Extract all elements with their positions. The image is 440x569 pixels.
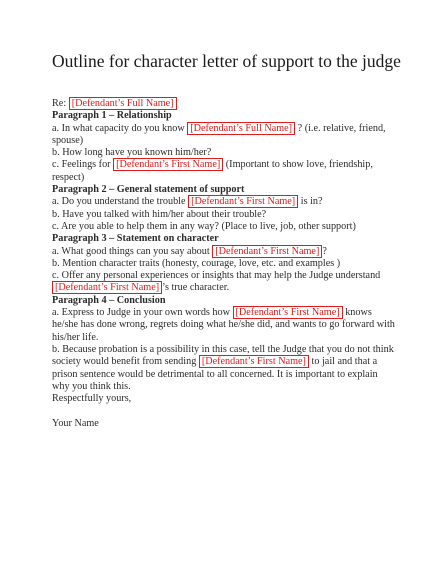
- p1-item-a: [52, 123, 397, 148]
- placeholder-first-name: [Defendant’s First Name]: [52, 281, 162, 294]
- placeholder-first-name: [Defendant’s First Name]: [212, 245, 322, 258]
- placeholder-first-name: [Defendant’s First Name]: [113, 158, 223, 171]
- p1-item-b: b. How long have you known him/her?: [52, 147, 212, 159]
- placeholder-first-name: [Defendant’s First Name]: [233, 306, 343, 319]
- p3-item-b: b. Mention character traits (honesty, courage, love, etc. and examples ): [52, 257, 341, 269]
- p3-a-post: ?: [322, 245, 327, 257]
- p3-a-text: a. What good things can you say about: [52, 245, 213, 257]
- closing: Respectfully yours,: [52, 393, 132, 405]
- placeholder-first-name: [Defendant’s First Name]: [188, 195, 298, 208]
- p3-item-c: [52, 270, 397, 295]
- p1-c-text: c. Feelings for: [52, 159, 114, 171]
- p4-b-post: to jail and that a prison sentence would be detrimental to all concerned. It is important to explain why you think this.: [52, 356, 378, 392]
- p1-c-post: (Important to show love, friendship, respect): [52, 159, 373, 183]
- paragraph-4-heading: Paragraph 4 – Conclusion: [52, 294, 166, 306]
- spacer: [52, 405, 397, 417]
- placeholder-full-name: [Defendant’s Full Name]: [187, 122, 295, 135]
- p2-item-a: [52, 196, 397, 208]
- p3-c-post: ’s true character.: [162, 282, 230, 294]
- paragraph-1-heading: Paragraph 1 – Relationship: [52, 110, 172, 122]
- paragraph-3-heading: Paragraph 3 – Statement on character: [52, 233, 219, 245]
- p2-a-text: a. Do you understand the trouble: [52, 196, 189, 208]
- p2-item-b: b. Have you talked with him/her about their trouble?: [52, 208, 267, 220]
- p1-a-text: a. In what capacity do you know: [52, 122, 188, 134]
- p2-item-c: c. Are you able to help them in any way? (Place to live, job, other support): [52, 220, 356, 232]
- re-line: [52, 98, 397, 110]
- p4-item-b: [52, 344, 397, 393]
- p2-a-post: is in?: [298, 196, 323, 208]
- p4-b-text: b. Because probation is a possibility in this case, tell the Judge that you do not think society would benefit from sending: [52, 343, 394, 368]
- p3-item-a: [52, 246, 397, 258]
- p4-item-a: [52, 307, 397, 344]
- signature: Your Name: [52, 417, 99, 429]
- page-title: Outline for character letter of support to the judge: [52, 51, 401, 71]
- p4-a-post: knows he/she has done wrong, regrets doing what he/she did, and wants to go forward with his/her life.: [52, 307, 395, 343]
- placeholder-first-name: [Defendant’s First Name]: [199, 355, 309, 368]
- placeholder-full-name: [Defendant’s Full Name]: [69, 97, 177, 110]
- letter-body: [52, 98, 397, 430]
- p3-c-text: c. Offer any personal experiences or insights that may help the Judge understand: [52, 270, 381, 282]
- p1-item-c: [52, 159, 397, 184]
- p1-a-post: ? (i.e. relative, friend, spouse): [52, 122, 386, 146]
- re-prefix: Re:: [52, 98, 69, 109]
- paragraph-2-heading: Paragraph 2 – General statement of support: [52, 184, 245, 196]
- p4-a-text: a. Express to Judge in your own words how: [52, 307, 233, 319]
